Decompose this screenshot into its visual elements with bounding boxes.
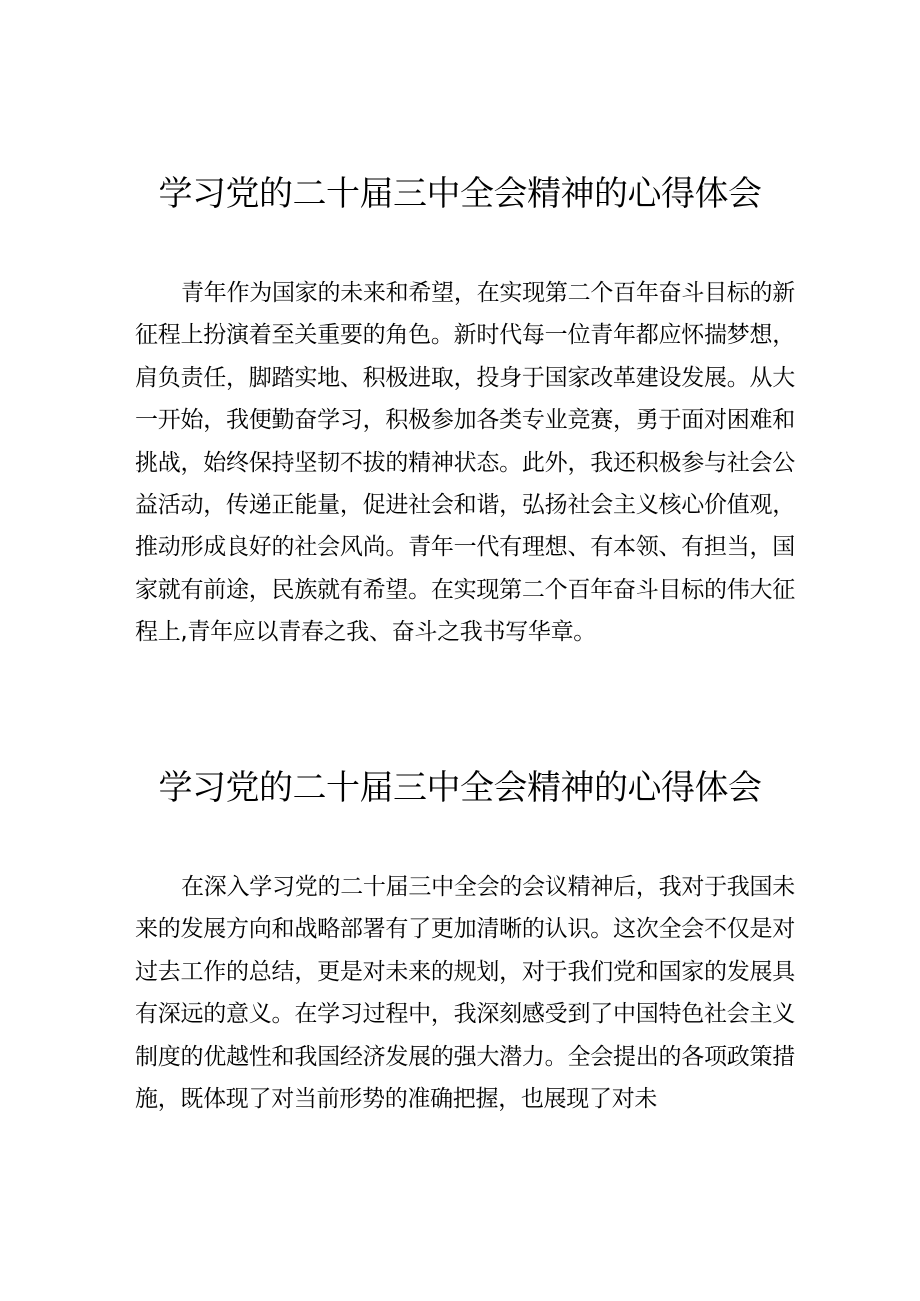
section-title-1: 学习党的二十届三中全会精神的心得体会	[158, 174, 762, 214]
section-paragraph-2: 在深入学习党的二十届三中全会的会议精神后，我对于我国未来的发展方向和战略部署有了更加清晰的认识。这次全会不仅是对过去工作的总结，更是对未来的规划，对于我们党和国家的发展具有深远的意义。在学习过程中，我深刻感受到了中国特色社会主义制度的优越性和我国经济发展的强大潜力。全会提出的各项政策措施，既体现了对当前形势的准确把握，也展现了对未	[135, 874, 795, 1113]
section-paragraph-1: 青年作为国家的未来和希望，在实现第二个百年奋斗目标的新征程上扮演着至关重要的角色。新时代每一位青年都应怀揣梦想，肩负责任，脚踏实地、积极进取，投身于国家改革建设发展。从大一开始，我便勤奋学习，积极参加各类专业竞赛，勇于面对困难和挑战，始终保持坚韧不拔的精神状态。此外，我还积极参与社会公益活动，传递正能量，促进社会和谐，弘扬社会主义核心价值观，推动形成良好的社会风尚。青年一代有理想、有本领、有担当，国家就有前途，民族就有希望。在实现第二个百年奋斗目标的伟大征程上,青年应以青春之我、奋斗之我书写华章。	[135, 280, 795, 646]
section-title-2: 学习党的二十届三中全会精神的心得体会	[158, 768, 762, 808]
